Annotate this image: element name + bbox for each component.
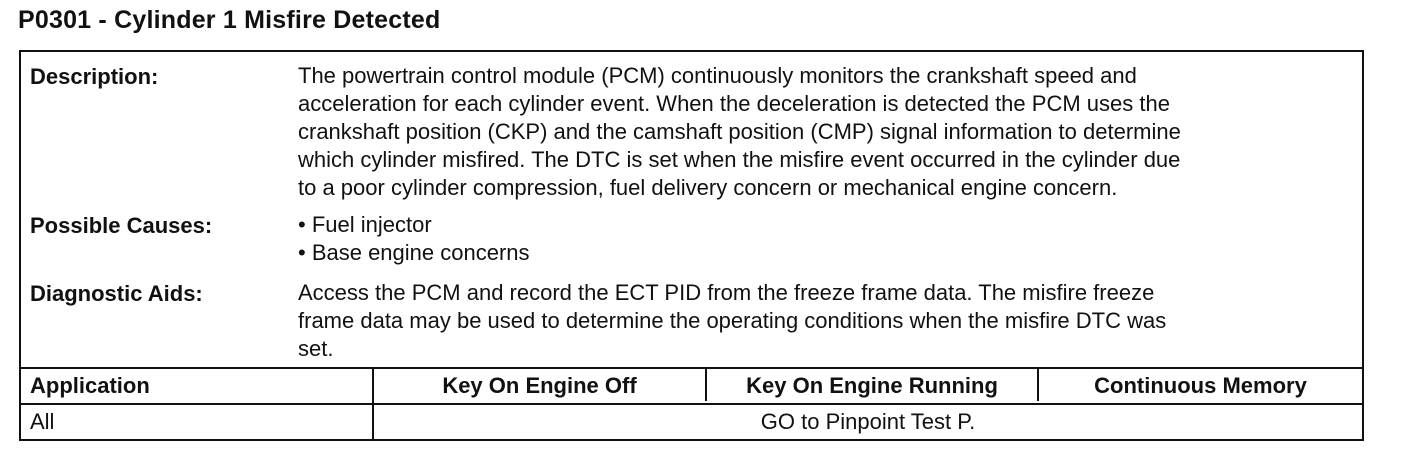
description-line: acceleration for each cylinder event. When the deceleration is detected the PCM uses the	[298, 91, 1170, 116]
header-key-on-engine-off: Key On Engine Off	[442, 373, 637, 398]
description-line: to a poor cylinder compression, fuel delivery concern or mechanical engine concern.	[298, 175, 1118, 200]
header-application: Application	[30, 373, 150, 398]
header-key-on-engine-running: Key On Engine Running	[746, 373, 998, 398]
description-line: The powertrain control module (PCM) continuously monitors the crankshaft speed and	[298, 63, 1137, 88]
aids-line: Access the PCM and record the ECT PID from the freeze frame data. The misfire freeze	[298, 280, 1155, 305]
description-label: Description:	[30, 64, 159, 89]
diagnostic-aids-text	[298, 279, 1342, 363]
diagnostic-aids-label: Diagnostic Aids:	[30, 281, 203, 306]
cause-item: • Base engine concerns	[298, 240, 530, 265]
cause-item: • Fuel injector	[298, 212, 432, 237]
aids-line: set.	[298, 336, 334, 361]
header-continuous-memory: Continuous Memory	[1094, 373, 1307, 398]
cell-pinpoint-test-instruction: GO to Pinpoint Test P.	[760, 409, 976, 434]
description-text	[298, 62, 1342, 202]
cell-application-all: All	[30, 409, 55, 434]
description-line: crankshaft position (CKP) and the camshaft position (CMP) signal information to determine	[298, 119, 1181, 144]
possible-causes-label: Possible Causes:	[30, 213, 213, 238]
description-line: which cylinder misfired. The DTC is set when the misfire event occurred in the cylinder due	[298, 147, 1181, 172]
possible-causes-list	[298, 211, 530, 267]
dtc-info-table	[19, 50, 1364, 441]
page-title: P0301 - Cylinder 1 Misfire Detected	[18, 6, 441, 34]
aids-line: frame data may be used to determine the operating conditions when the misfire DTC was	[298, 308, 1167, 333]
